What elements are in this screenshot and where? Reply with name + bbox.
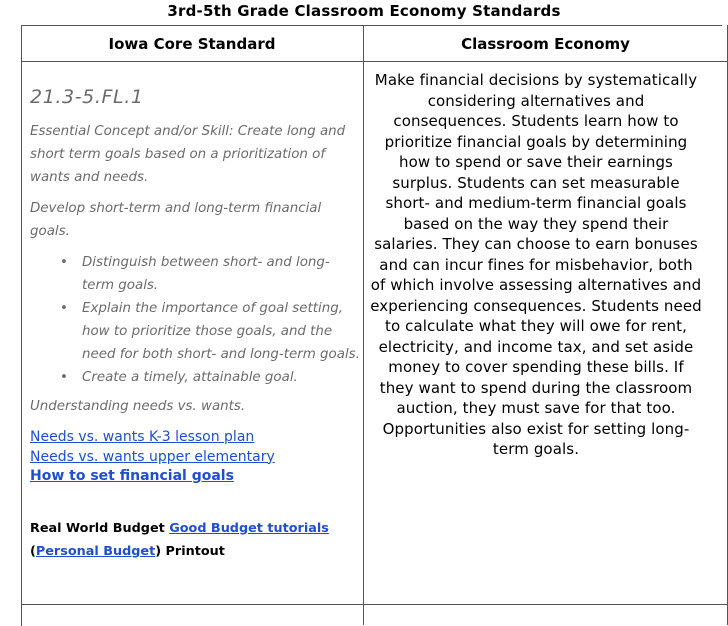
budget-label: Real World Budget: [30, 520, 165, 536]
bullet-icon: •: [60, 370, 68, 385]
resource-links: [30, 428, 360, 487]
bullet-icon: •: [60, 255, 68, 270]
list-item: • Explain the importance of goal setting, how to prioritize those goals, and the need for both short- and long-term goals.: [60, 297, 360, 366]
page-title: 3rd-5th Grade Classroom Economy Standards: [167, 2, 561, 20]
essential-concept: Essential Concept and/or Skill: Create long and short term goals based on a prioritization of wants and needs.: [30, 124, 346, 185]
list-item: • Distinguish between short- and long-term goals.: [60, 251, 360, 297]
skills-list: [30, 251, 360, 389]
develop-goals: Develop short-term and long-term financial goals.: [30, 201, 322, 239]
header-row-divider: [21, 61, 728, 62]
list-item: • Create a timely, attainable goal.: [60, 366, 360, 389]
understanding-needs: Understanding needs vs. wants.: [30, 399, 246, 414]
link-personal-budget[interactable]: Personal Budget: [35, 543, 156, 559]
bullet-icon: •: [60, 301, 68, 316]
header-classroom-economy: Classroom Economy: [461, 35, 630, 53]
printout-label: ) Printout: [155, 543, 225, 559]
standard-code: 21.3-5.FL.1: [30, 86, 144, 108]
budget-resources: Real World Budget Good Budget tutorials (Personal Budget) Printout: [30, 520, 329, 559]
link-set-financial-goals[interactable]: How to set financial goals: [30, 468, 234, 484]
table-bottom-border: [21, 604, 728, 605]
standard-cell: [30, 86, 360, 563]
link-good-budget-tutorials[interactable]: Good Budget tutorials: [169, 520, 329, 536]
column-divider: [363, 25, 364, 625]
link-needs-wants-k3[interactable]: Needs vs. wants K-3 lesson plan: [30, 429, 255, 445]
link-needs-wants-upper[interactable]: Needs vs. wants upper elementary: [30, 448, 275, 465]
header-iowa-core-standard: Iowa Core Standard: [108, 35, 276, 53]
classroom-economy-cell: Make financial decisions by systematically considering alternatives and consequences. Students learn how to prioritize financial goals by determining how to spend or save their earnings surplus. Students can set measurable short- and medium-term financial goals based on the way they spend their salaries. They can choose to earn bonuses and can incur fines for misbehavior, both of which involve assessing alternatives and experiencing consequences. Students need to calculate what they will owe for rent, electricity, and income tax, and set aside money to cover spending these bills. If they want to spend during the classroom auction, they must save for that too. Opportunities also exist for setting long-term goals.: [370, 71, 702, 458]
